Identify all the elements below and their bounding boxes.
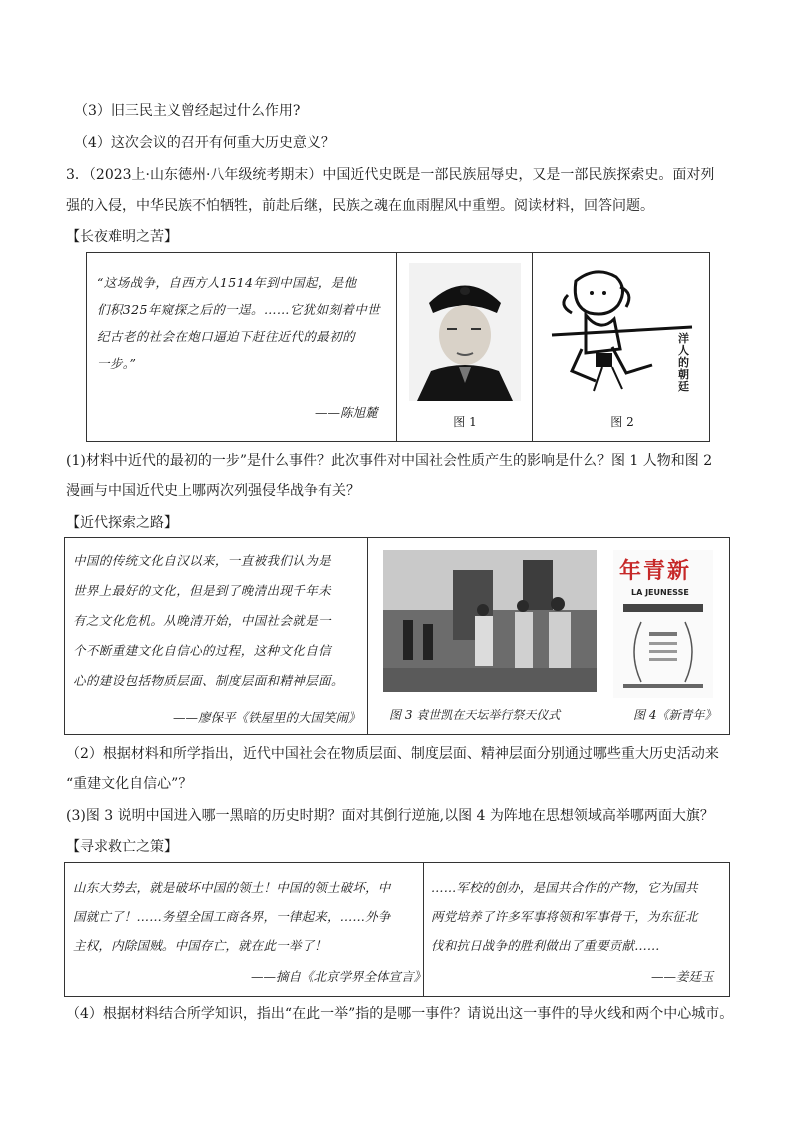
fig4-magazine-cover bbox=[613, 550, 713, 698]
section-heading-1: 【长夜难明之苦】 bbox=[66, 229, 178, 245]
material-table-2 bbox=[64, 537, 730, 735]
question-3: (3)图 3 说明中国进入哪一黑暗的历史时期？面对其倒行逆施,以图 4 为阵地在思想领域高举哪两面大旗？ bbox=[66, 808, 714, 824]
question-3-prior: （3）旧三民主义曾经起过什么作用? bbox=[74, 103, 301, 119]
quote-line: 一步。” bbox=[97, 356, 137, 371]
question-1-line2: 漫画与中国近代史上哪两次列强侵华战争有关？ bbox=[66, 483, 360, 499]
fig3-ceremony-photo bbox=[383, 550, 597, 692]
quote-line: 国就亡了！……务望全国工商各界，一律起来，……外争 bbox=[73, 909, 391, 924]
quote-line: 有之文化危机。从晚清开始，中国社会就是一 bbox=[73, 613, 332, 628]
quote-source-3-left: ——摘自《北京学界全体宣言》 bbox=[251, 969, 427, 984]
quote-line: 两党培养了许多军事将领和军事骨干，为东征北 bbox=[431, 909, 698, 924]
fig2-caption: 图 2 bbox=[610, 415, 634, 429]
cartoon-char: 朝 bbox=[678, 368, 689, 381]
fig2-cartoon-label bbox=[678, 333, 692, 393]
magazine-title: 年青新 bbox=[619, 559, 692, 584]
item-3-intro-line2: 强的入侵，中华民族不怕牺牲，前赴后继，民族之魂在血雨腥风中重塑。阅读材料，回答问题。 bbox=[66, 198, 654, 214]
quote-text-1 bbox=[97, 269, 380, 377]
quote-line: 山东大势去，就是破坏中国的领土！中国的领土破坏，中 bbox=[73, 880, 391, 895]
question-1-line1: (1)材料中近代的最初的一步”是什么事件？此次事件对中国社会性质产生的影响是什么？图 1 人物和图 2 bbox=[66, 453, 713, 469]
quote-line: 心的建设包括物质层面、制度层面和精神层面。 bbox=[73, 673, 344, 688]
question-4-prior: （4）这次会议的召开有何重大历史意义？ bbox=[74, 135, 335, 151]
fig4-caption: 图 4《新青年》 bbox=[633, 708, 717, 722]
fig2-cartoon bbox=[542, 261, 702, 401]
item-3-intro-line1: 3．（2023上·山东德州·八年级统考期末）中国近代史既是一部民族屈辱史，又是一部民族探索史。面对列 bbox=[66, 167, 715, 183]
cartoon-char: 廷 bbox=[678, 380, 689, 393]
quote-line: 世界上最好的文化，但是到了晚清出现千年未 bbox=[73, 583, 332, 598]
fig1-caption: 图 1 bbox=[453, 415, 477, 429]
cartoon-char: 人 bbox=[678, 344, 689, 357]
quote-line: 中国的传统文化自汉以来，一直被我们认为是 bbox=[73, 553, 332, 568]
cartoon-char: 洋 bbox=[678, 332, 689, 345]
question-2-line1: （2）根据材料和所学指出，近代中国社会在物质层面、制度层面、精神层面分别通过哪些重大历史活动来 bbox=[66, 746, 719, 762]
fig3-caption: 图 3 袁世凯在天坛举行祭天仪式 bbox=[389, 708, 561, 722]
magazine-subtitle: LA JEUNESSE bbox=[631, 588, 689, 597]
quote-line: ……军校的创办，是国共合作的产物，它为国共 bbox=[431, 880, 698, 895]
fig1-portrait-photo bbox=[409, 263, 521, 401]
quote-line: 们积325年窥探之后的一逞。……它犹如刻着中世 bbox=[97, 302, 381, 317]
section-heading-2: 【近代探索之路】 bbox=[66, 515, 178, 531]
quote-text-3-right bbox=[431, 873, 698, 960]
quote-source-2: ——廖保平《铁屋里的大国笑闹》 bbox=[173, 710, 361, 725]
material-table-1 bbox=[86, 252, 710, 442]
quote-source-3-right: ——姜廷玉 bbox=[651, 969, 714, 984]
material-table-3 bbox=[64, 862, 730, 997]
question-2-line2: “重建文化自信心”？ bbox=[66, 776, 193, 792]
quote-line: 伐和抗日战争的胜利做出了重要贡献…… bbox=[431, 938, 660, 953]
cartoon-char: 的 bbox=[678, 356, 689, 369]
section-heading-3: 【寻求救亡之策】 bbox=[66, 839, 178, 855]
question-4: （4）根据材料结合所学知识，指出“在此一举”指的是哪一事件？请说出这一事件的导火线和两个中心城市。 bbox=[66, 1006, 734, 1022]
quote-line: 纪古老的社会在炮口逼迫下赶往近代的最初的 bbox=[97, 329, 356, 344]
quote-text-3-left bbox=[73, 873, 391, 960]
quote-source-1: ——陈旭麓 bbox=[315, 405, 378, 420]
quote-line: “这场战争，自西方人1514年到中国起，是他 bbox=[97, 275, 357, 290]
quote-line: 个不断重建文化自信心的过程，这种文化自信 bbox=[73, 643, 332, 658]
quote-line: 主权，内除国贼。中国存亡，就在此一举了！ bbox=[73, 938, 328, 953]
quote-text-2 bbox=[73, 546, 344, 696]
